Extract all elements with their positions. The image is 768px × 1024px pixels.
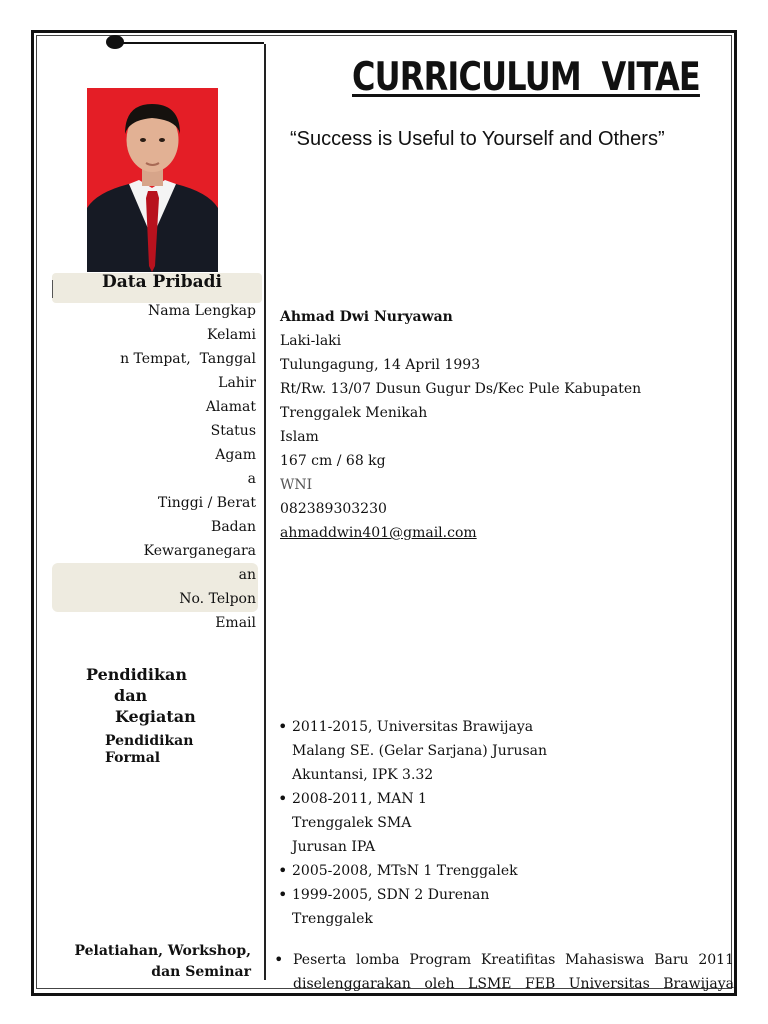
list-item: • 1999-2005, SDN 2 Durenan Trenggalek xyxy=(278,883,568,931)
training-list xyxy=(274,948,734,996)
label-line: n Tempat, Tanggal xyxy=(120,351,256,367)
address-status-value: Trenggalek Menikah xyxy=(280,405,428,421)
label-line: an xyxy=(238,567,256,583)
label-line: Lahir xyxy=(218,375,256,391)
label-line: Tinggi / Berat xyxy=(157,495,256,511)
label-line: Status xyxy=(210,423,256,439)
label-line: Agam xyxy=(215,447,256,463)
phone-value: 082389303230 xyxy=(280,501,387,517)
section-title-personal: Data Pribadi xyxy=(102,272,222,292)
subsection-title-formal-education xyxy=(105,733,193,767)
list-item: • 2005-2008, MTsN 1 Trenggalek xyxy=(278,859,568,883)
label-line: No. Telpon xyxy=(179,591,256,607)
list-item: • 2011-2015, Universitas Brawijaya Malang SE. (Gelar Sarjana) Jurusan Akuntansi, IPK 3.32 xyxy=(278,715,568,787)
education-list xyxy=(278,715,568,931)
label-line: Email xyxy=(215,615,256,631)
motto: “Success is Useful to Yourself and Others” xyxy=(290,128,665,150)
full-name: Ahmad Dwi Nuryawan xyxy=(280,309,453,325)
formal-heading-line: Formal xyxy=(105,750,161,766)
height-weight-value: 167 cm / 68 kg xyxy=(280,453,386,469)
address-value: Rt/Rw. 13/07 Dusun Gugur Ds/Kec Pule Kabupaten xyxy=(280,381,642,397)
gender-value: Laki-laki xyxy=(280,333,342,349)
personal-values xyxy=(280,305,720,545)
education-heading-line: Pendidikan xyxy=(86,665,188,684)
profile-photo xyxy=(87,88,218,272)
label-line: a xyxy=(247,471,256,487)
religion-value: Islam xyxy=(280,429,319,445)
label-line: Badan xyxy=(211,519,256,535)
list-item: • Peserta lomba Program Kreatifitas Mahasiswa Baru 2011 diselenggarakan oleh LSME FEB Universitas Brawijaya xyxy=(274,948,734,996)
education-heading-line: dan xyxy=(114,686,148,705)
birth-value: Tulungagung, 14 April 1993 xyxy=(280,357,481,373)
email-link[interactable]: ahmaddwin401@gmail.com xyxy=(280,525,477,541)
section-title-training xyxy=(56,941,251,983)
personal-labels xyxy=(60,299,256,635)
decorative-dot xyxy=(106,35,124,49)
citizenship-value: WNI xyxy=(280,477,313,493)
formal-heading-line: Pendidikan xyxy=(105,733,194,749)
list-item: • 2008-2011, MAN 1 Trenggalek SMA Jurusan IPA xyxy=(278,787,568,859)
education-heading-line: Kegiatan xyxy=(115,707,196,726)
label-line: Alamat xyxy=(205,399,256,415)
label-line: Kewarganegara xyxy=(143,543,256,559)
decorative-line xyxy=(114,42,264,44)
page-title: CURRICULUM VITAE xyxy=(352,55,700,100)
column-divider xyxy=(264,44,266,980)
section-title-education xyxy=(86,664,196,727)
label-line: Nama Lengkap xyxy=(147,303,256,319)
label-line: Kelami xyxy=(207,327,256,343)
training-heading-line: dan Seminar xyxy=(151,964,251,980)
training-heading-line: Pelatiahan, Workshop, xyxy=(74,943,251,959)
